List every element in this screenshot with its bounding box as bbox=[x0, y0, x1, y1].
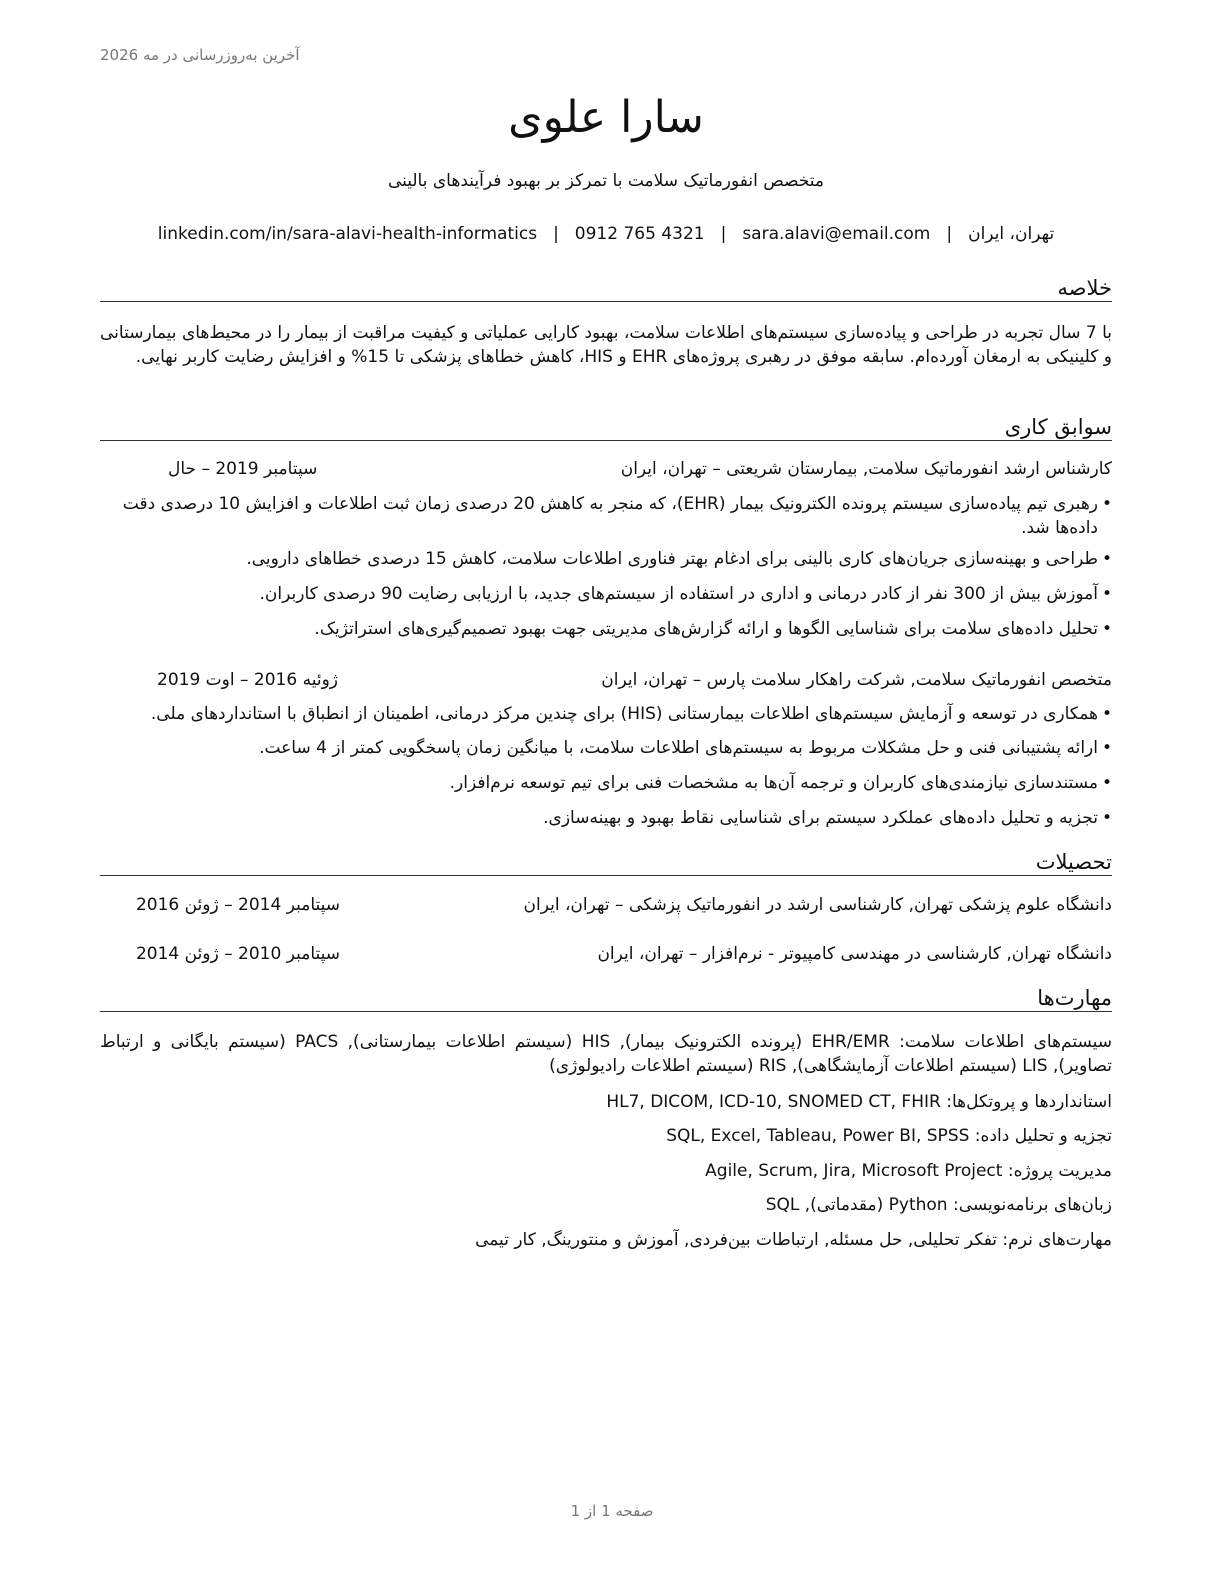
candidate-tagline: متخصص انفورماتیک سلامت با تمرکز بر بهبود فرآیندهای بالینی bbox=[387, 171, 825, 191]
candidate-name: سارا علوی bbox=[508, 92, 704, 143]
job-heading: کارشناس ارشد انفورماتیک سلامت, بیمارستان شریعتی – تهران، ایران bbox=[620, 459, 1112, 479]
skill-line: مهارت‌های نرم: تفکر تحلیلی, حل مسئله, ارتباطات بین‌فردی, آموزش و منتورینگ, کار تیمی bbox=[475, 1230, 1112, 1250]
skills-section-title: مهارت‌ها bbox=[100, 986, 1112, 1012]
contact-email[interactable]: sara.alavi@email.com bbox=[742, 224, 931, 244]
education-heading: دانشگاه تهران, کارشناسی در مهندسی کامپیوتر - نرم‌افزار – تهران، ایران bbox=[597, 944, 1112, 964]
job-bullet: • ارائه پشتیبانی فنی و حل مشکلات مربوط به سیستم‌های اطلاعات سلامت، با میانگین زمان پاسخگویی کمتر از 4 ساعت. bbox=[94, 736, 1112, 760]
experience-section-title: سوابق کاری bbox=[100, 415, 1112, 441]
contact-location: تهران، ایران bbox=[968, 224, 1055, 244]
skill-line: سیستم‌های اطلاعات سلامت: EHR/EMR (پرونده الکترونیک بیمار), HIS (سیستم اطلاعات بیمارستانی), PACS (سیستم بایگانی و ارتباط تصاویر), LIS (سیستم اطلاعات آزمایشگاهی), RIS (سیستم اطلاعات رادیولوژی) bbox=[100, 1032, 1112, 1076]
education-dates: سپتامبر 2014 – ژوئن 2016 bbox=[135, 895, 340, 915]
contact-phone: 0912 765 4321 bbox=[574, 224, 705, 244]
job-bullet: • تجزیه و تحلیل داده‌های عملکرد سیستم برای شناسایی نقاط بهبود و بهینه‌سازی. bbox=[94, 806, 1112, 830]
page-number: صفحه 1 از 1 bbox=[570, 1502, 654, 1520]
job-bullet: • رهبری تیم پیاده‌سازی سیستم پرونده الکترونیک بیمار (EHR)، که منجر به کاهش 20 درصدی زمان ثبت اطلاعات و افزایش 10 درصدی دقت داده‌ها شد. bbox=[94, 492, 1112, 540]
contact-separator: | bbox=[720, 224, 727, 244]
job-dates: سپتامبر 2019 – حال bbox=[168, 459, 318, 479]
contact-line bbox=[100, 224, 1112, 244]
job-bullet: • طراحی و بهینه‌سازی جریان‌های کاری بالینی برای ادغام بهتر فناوری اطلاعات سلامت، کاهش 15 درصدی خطاهای دارویی. bbox=[94, 547, 1112, 571]
education-row bbox=[100, 895, 1112, 921]
contact-separator: | bbox=[946, 224, 953, 244]
skill-line: زبان‌های برنامه‌نویسی: Python (مقدماتی), SQL bbox=[765, 1195, 1112, 1215]
contact-separator: | bbox=[553, 224, 559, 244]
skill-line: تجزیه و تحلیل داده: SQL, Excel, Tableau, Power BI, SPSS bbox=[666, 1126, 1112, 1146]
job-bullet: • مستندسازی نیازمندی‌های کاربران و ترجمه آن‌ها به مشخصات فنی برای تیم توسعه نرم‌افزار. bbox=[94, 771, 1112, 795]
job-bullet: • همکاری در توسعه و آزمایش سیستم‌های اطلاعات بیمارستانی (HIS) برای چندین مرکز درمانی، اطمینان از انطباق با استانداردهای ملی. bbox=[94, 702, 1112, 726]
summary-section-title: خلاصه bbox=[100, 276, 1112, 302]
job-heading-row bbox=[100, 459, 1112, 485]
job-bullet: • آموزش بیش از 300 نفر از کادر درمانی و اداری در استفاده از سیستم‌های جدید، با ارزیابی رضایت 90 درصدی کاربران. bbox=[94, 582, 1112, 606]
education-section-title: تحصیلات bbox=[100, 850, 1112, 876]
education-row bbox=[100, 944, 1112, 970]
job-heading: متخصص انفورماتیک سلامت, شرکت راهکار سلامت پارس – تهران، ایران bbox=[601, 670, 1112, 690]
job-heading-row bbox=[100, 670, 1112, 696]
summary-text: با 7 سال تجربه در طراحی و پیاده‌سازی سیستم‌های اطلاعات سلامت، بهبود کارایی عملیاتی و کیفیت مراقبت از بیمار را در محیط‌های بیمارستانی و کلینیکی به ارمغان آورده‌ام. سابقه موفق در رهبری پروژه‌های EHR و HIS، کاهش خطاهای پزشکی تا 15% و افزایش رضایت کاربر نهایی. bbox=[100, 323, 1112, 367]
education-dates: سپتامبر 2010 – ژوئن 2014 bbox=[135, 944, 340, 964]
skill-line: مدیریت پروژه: Agile, Scrum, Jira, Microsoft Project bbox=[705, 1161, 1112, 1181]
skill-line: استانداردها و پروتکل‌ها: HL7, DICOM, ICD-10, SNOMED CT, FHIR bbox=[606, 1092, 1112, 1112]
education-heading: دانشگاه علوم پزشکی تهران, کارشناسی ارشد در انفورماتیک پزشکی – تهران، ایران bbox=[523, 895, 1112, 915]
job-bullet: • تحلیل داده‌های سلامت برای شناسایی الگوها و ارائه گزارش‌های مدیریتی جهت بهبود تصمیم‌گیری‌های استراتژیک. bbox=[94, 617, 1112, 641]
job-dates: ژوئیه 2016 – اوت 2019 bbox=[157, 670, 338, 690]
contact-linkedin[interactable]: linkedin.com/in/sara-alavi-health-informatics bbox=[157, 224, 538, 244]
last-updated-note: آخرین به‌روزرسانی در مه 2026 bbox=[100, 46, 300, 64]
